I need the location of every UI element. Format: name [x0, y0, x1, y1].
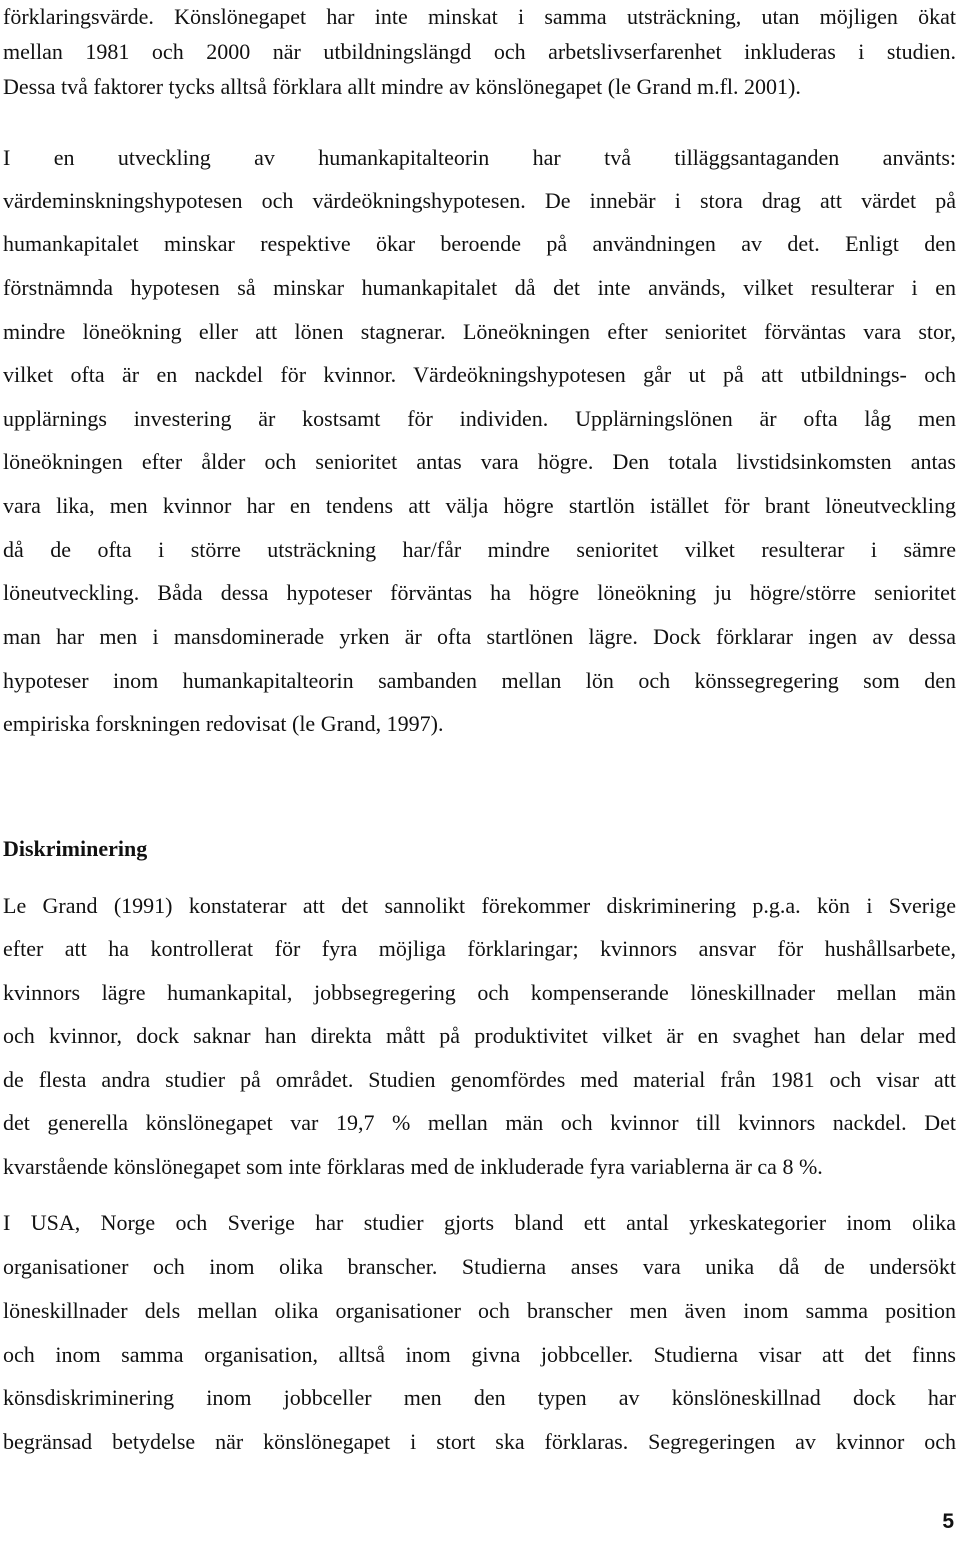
text-line: de flesta andra studier på området. Studien genomfördes med material från 1981 och visar att [3, 1067, 956, 1092]
text-line: hypoteser inom humankapitalteorin sambanden mellan lön och könssegregering som den [3, 668, 956, 693]
text-line: efter att ha kontrollerat för fyra möjliga förklaringar; kvinnors ansvar för hushållsarbete, [3, 936, 956, 961]
text-line: könsdiskriminering inom jobbceller men den typen av könslöneskillnad dock har [3, 1385, 956, 1410]
text-line: löneökningen efter ålder och senioritet antas vara högre. Den totala livstidsinkomsten antas [3, 449, 956, 474]
text-line: Le Grand (1991) konstaterar att det sannolikt förekommer diskriminering p.g.a. kön i Sverige [3, 893, 956, 918]
text-line: organisationer och inom olika branscher. Studierna anses vara unika då de undersökt [3, 1254, 956, 1279]
text-line: begränsad betydelse när könslönegapet i stort ska förklaras. Segregeringen av kvinnor och [3, 1429, 956, 1454]
text-line: upplärnings investering är kostsamt för individen. Upplärningslönen är ofta låg men [3, 406, 956, 431]
text-line: värdeminskningshypotesen och värdeökningshypotesen. De innebär i stora drag att värdet på [3, 188, 956, 213]
text-line: man har men i mansdominerade yrken är ofta startlönen lägre. Dock förklarar ingen av dessa [3, 624, 956, 649]
text-line: det generella könslönegapet var 19,7 % mellan män och kvinnor till kvinnors nackdel. Det [3, 1110, 956, 1135]
text-line: I en utveckling av humankapitalteorin har två tilläggsantaganden använts: [3, 145, 956, 170]
text-line: vara lika, men kvinnor har en tendens att välja högre startlön istället för brant löneutveckling [3, 493, 956, 518]
text-line: mindre löneökning eller att lönen stagnerar. Löneökningen efter senioritet förväntas vara stor, [3, 319, 956, 344]
text-line: kvinnors lägre humankapital, jobbsegregering och kompenserande löneskillnader mellan män [3, 980, 956, 1005]
text-line: kvarstående könslönegapet som inte förklaras med de inkluderade fyra variablerna är ca 8 %. [3, 1154, 823, 1179]
text-line: löneskillnader dels mellan olika organisationer och branscher men även inom samma position [3, 1298, 956, 1323]
text-line: då de ofta i större utsträckning har/får mindre senioritet vilket resulterar i sämre [3, 537, 956, 562]
page-number: 5 [942, 1510, 954, 1533]
text-line: förstnämnda hypotesen så minskar humankapitalet då det inte används, vilket resulterar i en [3, 275, 956, 300]
text-line: mellan 1981 och 2000 när utbildningslängd och arbetslivserfarenhet inkluderas i studien. [3, 39, 956, 64]
text-line: löneutveckling. Båda dessa hypoteser förväntas ha högre löneökning ju högre/större senioritet [3, 580, 956, 605]
section-heading: Diskriminering [3, 836, 148, 861]
text-line: vilket ofta är en nackdel för kvinnor. Värdeökningshypotesen går ut på att utbildnings- och [3, 362, 956, 387]
text-line: humankapitalet minskar respektive ökar beroende på användningen av det. Enligt den [3, 231, 956, 256]
text-line: Dessa två faktorer tycks alltså förklara allt mindre av könslönegapet (le Grand m.fl. 2001). [3, 74, 801, 99]
text-line: I USA, Norge och Sverige har studier gjorts bland ett antal yrkeskategorier inom olika [3, 1210, 956, 1235]
text-line: förklaringsvärde. Könslönegapet har inte minskat i samma utsträckning, utan möjligen ökat [3, 4, 956, 29]
text-line: och inom samma organisation, alltså inom givna jobbceller. Studierna visar att det finns [3, 1342, 956, 1367]
text-line: empiriska forskningen redovisat (le Grand, 1997). [3, 711, 444, 736]
text-line: och kvinnor, dock saknar han direkta mått på produktivitet vilket är en svaghet han delar med [3, 1023, 956, 1048]
